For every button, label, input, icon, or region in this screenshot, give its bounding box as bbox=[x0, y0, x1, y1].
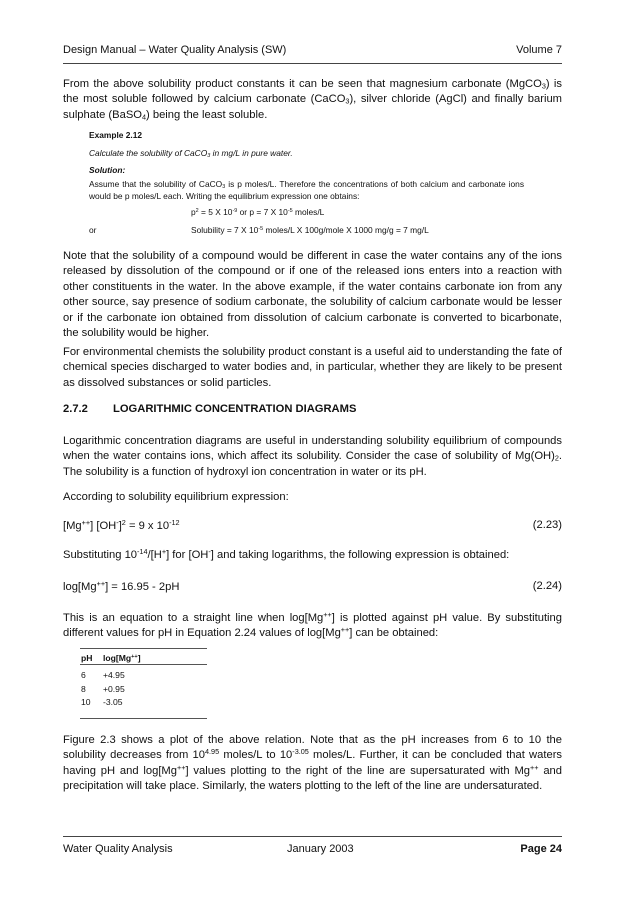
table-header-rule bbox=[80, 664, 207, 665]
table-cell-log: +0.95 bbox=[103, 684, 125, 694]
table-bottom-rule bbox=[80, 718, 207, 719]
table-cell-log: -3.05 bbox=[103, 697, 123, 707]
env-paragraph: For environmental chemists the solubility product constant is a useful aid to understanding the fate of chemical species discharged to water bodies and, in particular, whether they are likely to be present as dissolved substances or solid particles. bbox=[63, 346, 562, 389]
example-title: Example 2.12 bbox=[89, 130, 143, 140]
note-paragraph: Note that the solubility of a compound would be different in case the water contains any of the ions released by dissolution of the compound or if one of the released ions enters into a reaction with other constituents in the water. In the above example, if the water contains carbonate ion from any other source, say presence of sodium carbonate, the solubility of calcium carbonate would be lesser or if the carbonate ion obtained from dissolution of calcium carbonate is converted to bicarbonate, the solubility would be higher. bbox=[63, 250, 562, 340]
figure-paragraph: Figure 2.3 shows a plot of the above relation. Note that as the pH increases from 6 to 10 the solubility decreases from $10^{4.95}$ moles/L to $10^{-3.05}$ moles/L. Further, it can be concluded that waters having pH and log[Mg++] values plotting to the right of the line are supersaturated with Mg++ and precipitation will take place. Similarly, the waters plotting to the left of the line are undersaturated. bbox=[63, 734, 563, 793]
intro-paragraph: From the above solubility product constants it can be seen that magnesium carbonate (MgCO$_3$) is the most soluble followed by calcium carbonate (CaCO$_3$), silver chloride (AgCl) and finally barium sulphate (BaSO$_4$) being the least soluble. bbox=[63, 78, 563, 122]
substituting-text: Substituting $10^{-14}/[H^+]$ for [OH-] and taking logarithms, the following expression is obtained: bbox=[63, 547, 510, 561]
header-title: Design Manual – Water Quality Analysis (SW) bbox=[63, 44, 287, 56]
footer-title: Water Quality Analysis bbox=[63, 843, 173, 855]
table-cell-log: +4.95 bbox=[103, 670, 125, 680]
solution-text: Assume that the solubility of CaCO$_3$ is p moles/L. Therefore the concentrations of both calcium and carbonate ions would be p moles/L each. Writing the equilibrium expression one obtains: bbox=[89, 179, 525, 201]
equation-solubility: Solubility = 7 X $10^{-5}$ moles/L X 100g/mole X 1000 mg/g = 7 mg/L bbox=[191, 225, 429, 235]
equation-2-24-number: (2.24) bbox=[532, 580, 562, 592]
logarithmic-paragraph: Logarithmic concentration diagrams are useful in understanding solubility equilibrium of compounds when the water contains ions, which affect its solubility. Consider the case of solubility of $Mg(OH)_2$. The solubility is a function of hydroxyl ion concentration in water or its pH. bbox=[63, 435, 562, 478]
table-row: 8 bbox=[81, 684, 86, 694]
equation-2-23: [Mg++] $[OH^-]^2 = 9$ x $10^{-12}$ bbox=[63, 518, 180, 532]
or-label: or bbox=[89, 225, 97, 235]
straight-line-paragraph: This is an equation to a straight line when log[Mg++] is plotted against pH value. By substituting different values for pH in Equation 2.24 values of log[Mg++] can be obtained: bbox=[63, 610, 562, 640]
footer-date: January 2003 bbox=[287, 843, 354, 855]
page-number: Page 24 bbox=[520, 843, 562, 855]
table-row: 6 bbox=[81, 670, 86, 680]
table-top-rule bbox=[80, 648, 207, 649]
table-row: 10 bbox=[81, 697, 91, 707]
solution-label: Solution: bbox=[89, 165, 126, 175]
equation-2-23-number: (2.23) bbox=[532, 519, 562, 531]
according-text: According to solubility equilibrium expression: bbox=[63, 491, 289, 503]
footer-divider bbox=[63, 836, 562, 837]
table-header-log: log[Mg++] bbox=[103, 653, 141, 663]
header-volume: Volume 7 bbox=[516, 44, 562, 56]
table-header-ph: pH bbox=[81, 653, 93, 663]
equation-p-squared: $p^2 = 5$ X $10^{-9}$ or p = 7 X $10^{-5}$ moles/L bbox=[191, 207, 325, 217]
section-title: LOGARITHMIC CONCENTRATION DIAGRAMS bbox=[113, 403, 357, 415]
equation-2-24: log[Mg++] = 16.95 - 2pH bbox=[63, 579, 180, 593]
example-question: Calculate the solubility of CaCO$_3$ in mg/L in pure water. bbox=[89, 148, 293, 160]
header-divider bbox=[63, 63, 562, 64]
section-number: 2.7.2 bbox=[63, 403, 88, 415]
